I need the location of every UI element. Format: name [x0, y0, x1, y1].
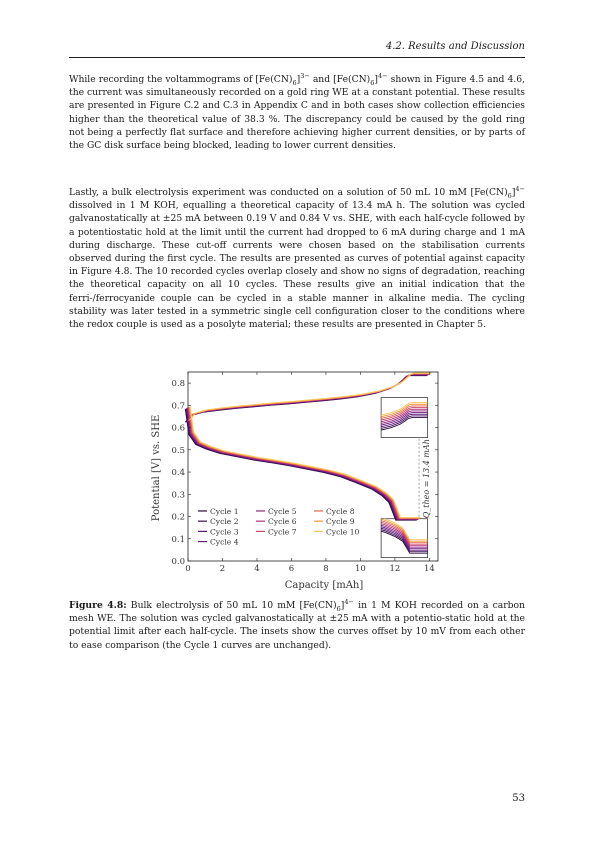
- legend-label-3: Cycle 3: [210, 527, 239, 537]
- legend-label-2: Cycle 2: [210, 517, 239, 527]
- y-tick-label: 0.5: [171, 445, 185, 456]
- subscript: 6: [336, 604, 341, 613]
- y-tick-label: 0.2: [171, 512, 185, 523]
- text-span: Lastly, a bulk electrolysis experiment was conducted on a solution of 50 mL 10 mM [Fe(CN): [69, 187, 508, 198]
- legend: [198, 507, 360, 547]
- text-span: ]: [296, 74, 301, 85]
- text-span: ]: [340, 600, 345, 611]
- x-tick-label: 14: [423, 564, 435, 574]
- subscript: 6: [370, 78, 375, 87]
- y-tick-label: 0.8: [171, 379, 185, 390]
- q-theo-annotation: Q_theo = 13.4 mAh: [422, 439, 432, 519]
- bulk-electrolysis-chart: [148, 368, 448, 598]
- y-tick-label: 0.0: [171, 557, 185, 567]
- y-tick-label: 0.6: [171, 423, 185, 434]
- x-tick-label: 8: [323, 564, 329, 574]
- legend-label-8: Cycle 8: [326, 506, 355, 516]
- superscript: 4−: [344, 597, 354, 606]
- legend-label-5: Cycle 5: [268, 506, 297, 516]
- paragraph-2: [69, 186, 525, 331]
- page-number: 53: [512, 793, 525, 804]
- x-tick-label: 10: [354, 564, 366, 574]
- y-tick-label: 0.7: [171, 401, 185, 412]
- text-span: dissolved in 1 M KOH, equalling a theoretical capacity of 13.4 mA h. The solution was cycled galvanostatically at ±25 mA between 0.19 V and 0.84 V vs. SHE, with each half-cycle followed by a potentiostatic hold at the limit until the current had dropped to 6 mA during charge and 1 mA during discharge. These cut-off currents were chosen based on the stabilisation currents observed during the first cycle. The results are presented as curves of potential against capacity in Figure 4.8. The 10 recorded cycles overlap closely and show no signs of degradation, reaching the theoretical capacity on all 10 cycles. These results give an initial indication that the ferri-/ferrocyanide couple can be cycled in a stable manner in alkaline media. The cycling stability was later tested in a symmetric single cell configuration closer to the conditions where the redox couple is used as a posolyte material; these results are presented in Chapter 5.: [69, 200, 525, 331]
- text-span: shown in Figure 4.5 and 4.6, the current was simultaneously recorded on a gold ring WE at a constant potential. These results are presented in Figure C.2 and C.3 in Appendix C and in both cases show collection efficiencies higher than the theoretical value of 38.3 %. The discrepancy could be caused by the gold ring not being a perfectly flat surface and therefore achieving higher current densities, or by parts of the GC disk surface being blocked, leading to lower current densities.: [69, 74, 525, 152]
- text-span: ]: [511, 187, 516, 198]
- x-tick-label: 0: [185, 564, 191, 574]
- figure-caption: [69, 599, 525, 652]
- legend-label-4: Cycle 4: [210, 537, 239, 547]
- superscript: 4−: [515, 184, 525, 193]
- y-tick-label: 0.1: [171, 534, 185, 545]
- subscript: 6: [292, 78, 297, 87]
- text-span: and [Fe(CN): [309, 74, 371, 85]
- header-rule: [69, 57, 525, 58]
- x-axis-label: Capacity [mAh]: [284, 580, 364, 591]
- superscript: 4−: [378, 71, 388, 80]
- charge-inset: [188, 398, 429, 453]
- subscript: 6: [507, 191, 512, 200]
- running-header: 4.2. Results and Discussion: [385, 41, 525, 52]
- curves: [185, 373, 431, 520]
- paragraph-1: [69, 73, 525, 152]
- caption-label: Figure 4.8:: [69, 600, 127, 611]
- legend-label-7: Cycle 7: [268, 527, 297, 537]
- text-span: ]: [374, 74, 378, 85]
- x-tick-label: 12: [389, 564, 401, 574]
- superscript: 3−: [300, 71, 310, 80]
- figure-4-8: [148, 368, 448, 598]
- legend-label-6: Cycle 6: [268, 517, 297, 527]
- text-span: in 1 M KOH recorded on a carbon mesh WE. The solution was cycled galvanostatically at ±25 mA with a potentio-static hold at the potential limit after each half-cycle. The insets show the curves offset by 10 mV from each other to ease comparison (the Cycle 1 curves are unchanged).: [69, 600, 525, 651]
- x-tick-label: 4: [254, 564, 260, 574]
- text-span: Bulk electrolysis of 50 mL 10 mM [Fe(CN): [126, 600, 337, 611]
- y-tick-label: 0.3: [171, 490, 185, 501]
- legend-label-9: Cycle 9: [326, 517, 355, 527]
- legend-label-1: Cycle 1: [210, 506, 239, 516]
- text-span: While recording the voltammograms of [Fe(CN): [69, 74, 293, 85]
- y-axis-label: Potential [V] vs. SHE: [151, 414, 162, 522]
- x-tick-label: 2: [219, 564, 226, 574]
- x-tick-label: 6: [288, 564, 295, 574]
- y-tick-label: 0.4: [171, 468, 185, 479]
- legend-label-10: Cycle 10: [326, 527, 360, 537]
